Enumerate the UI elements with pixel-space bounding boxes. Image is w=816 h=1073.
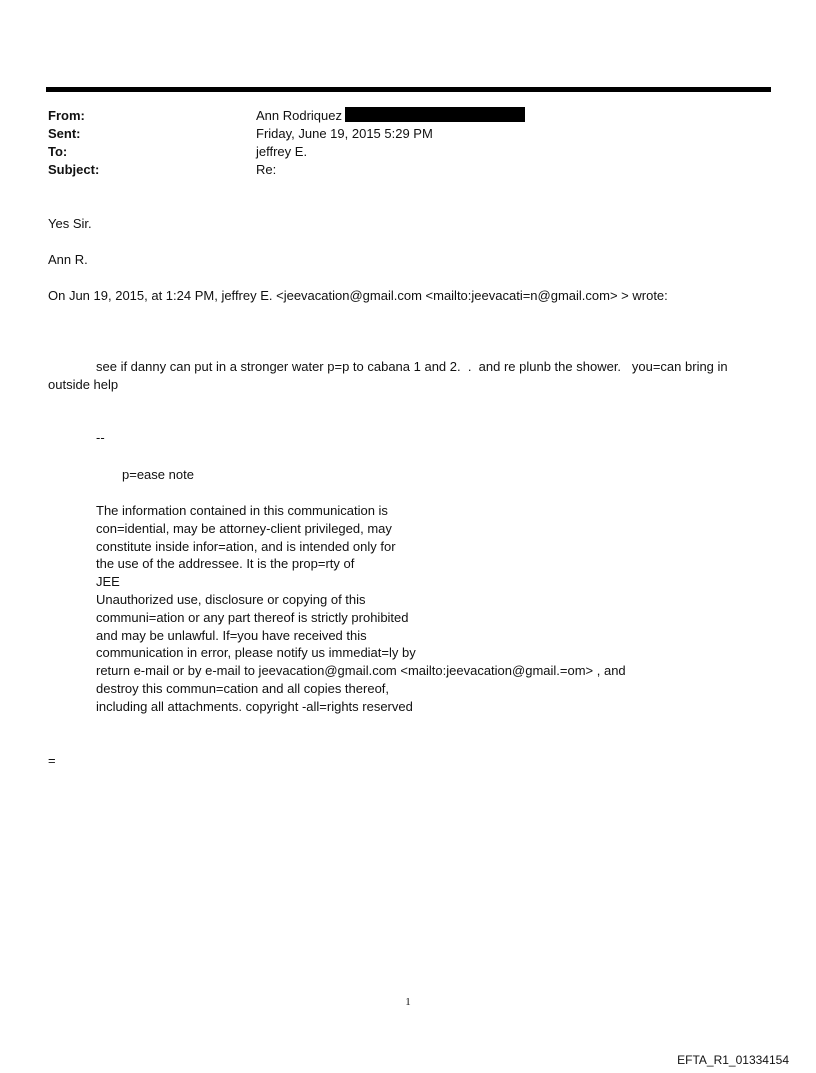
disclaimer-line: including all attachments. copyright -all=rights reserved <box>96 698 413 714</box>
disclaimer-line: constitute inside infor=ation, and is intended only for <box>96 538 396 554</box>
disclaimer-line: con=idential, may be attorney-client privileged, may <box>96 520 392 536</box>
disclaimer-line: The information contained in this communication is <box>96 503 388 518</box>
redaction-bar <box>345 107 525 122</box>
disclaimer-line: and may be unlawful. If=you have received this <box>96 627 367 643</box>
subject-value: Re: <box>256 162 277 177</box>
from-value <box>256 107 525 125</box>
confidentiality-disclaimer <box>96 502 626 716</box>
document-id: EFTA_R1_01334154 <box>677 1053 789 1067</box>
to-value: jeffrey E. <box>256 144 308 159</box>
disclaimer-line: destroy this commun=cation and all copies thereof, <box>96 680 390 696</box>
trailing-character: = <box>48 753 56 768</box>
from-name: Ann Rodriquez <box>256 108 342 123</box>
header-rule <box>46 87 771 92</box>
reply-text: Yes Sir. <box>48 216 92 231</box>
sent-label: Sent: <box>48 126 81 141</box>
quote-intro: On Jun 19, 2015, at 1:24 PM, jeffrey E. <jeevacation@gmail.com <mailto:jeevacati=n@gmail.com> > wrote: <box>48 288 668 303</box>
disclaimer-line: Unauthorized use, disclosure or copying of this <box>96 591 366 607</box>
disclaimer-line: communication in error, please notify us immediat=ly by <box>96 645 416 661</box>
reply-signature: Ann R. <box>48 252 88 267</box>
note-heading: p=ease note <box>122 467 194 482</box>
sent-value: Friday, June 19, 2015 5:29 PM <box>256 126 433 141</box>
disclaimer-line: communi=ation or any part thereof is strictly prohibited <box>96 609 409 625</box>
signature-separator: -- <box>96 430 105 445</box>
disclaimer-line: the use of the addressee. It is the prop=rty of <box>96 556 355 572</box>
disclaimer-line: JEE <box>96 574 120 590</box>
page-number: 1 <box>405 996 411 1008</box>
from-label: From: <box>48 108 85 123</box>
quoted-message-line-2: outside help <box>48 377 119 392</box>
subject-label: Subject: <box>48 162 100 177</box>
disclaimer-line: return e-mail or by e-mail to jeevacation@gmail.com <mailto:jeevacation@gmail.=om> , and <box>96 663 626 679</box>
to-label: To: <box>48 144 68 159</box>
quoted-message-line-1: see if danny can put in a stronger water p=p to cabana 1 and 2. . and re plunb the shower. you=can bring in <box>96 359 728 374</box>
